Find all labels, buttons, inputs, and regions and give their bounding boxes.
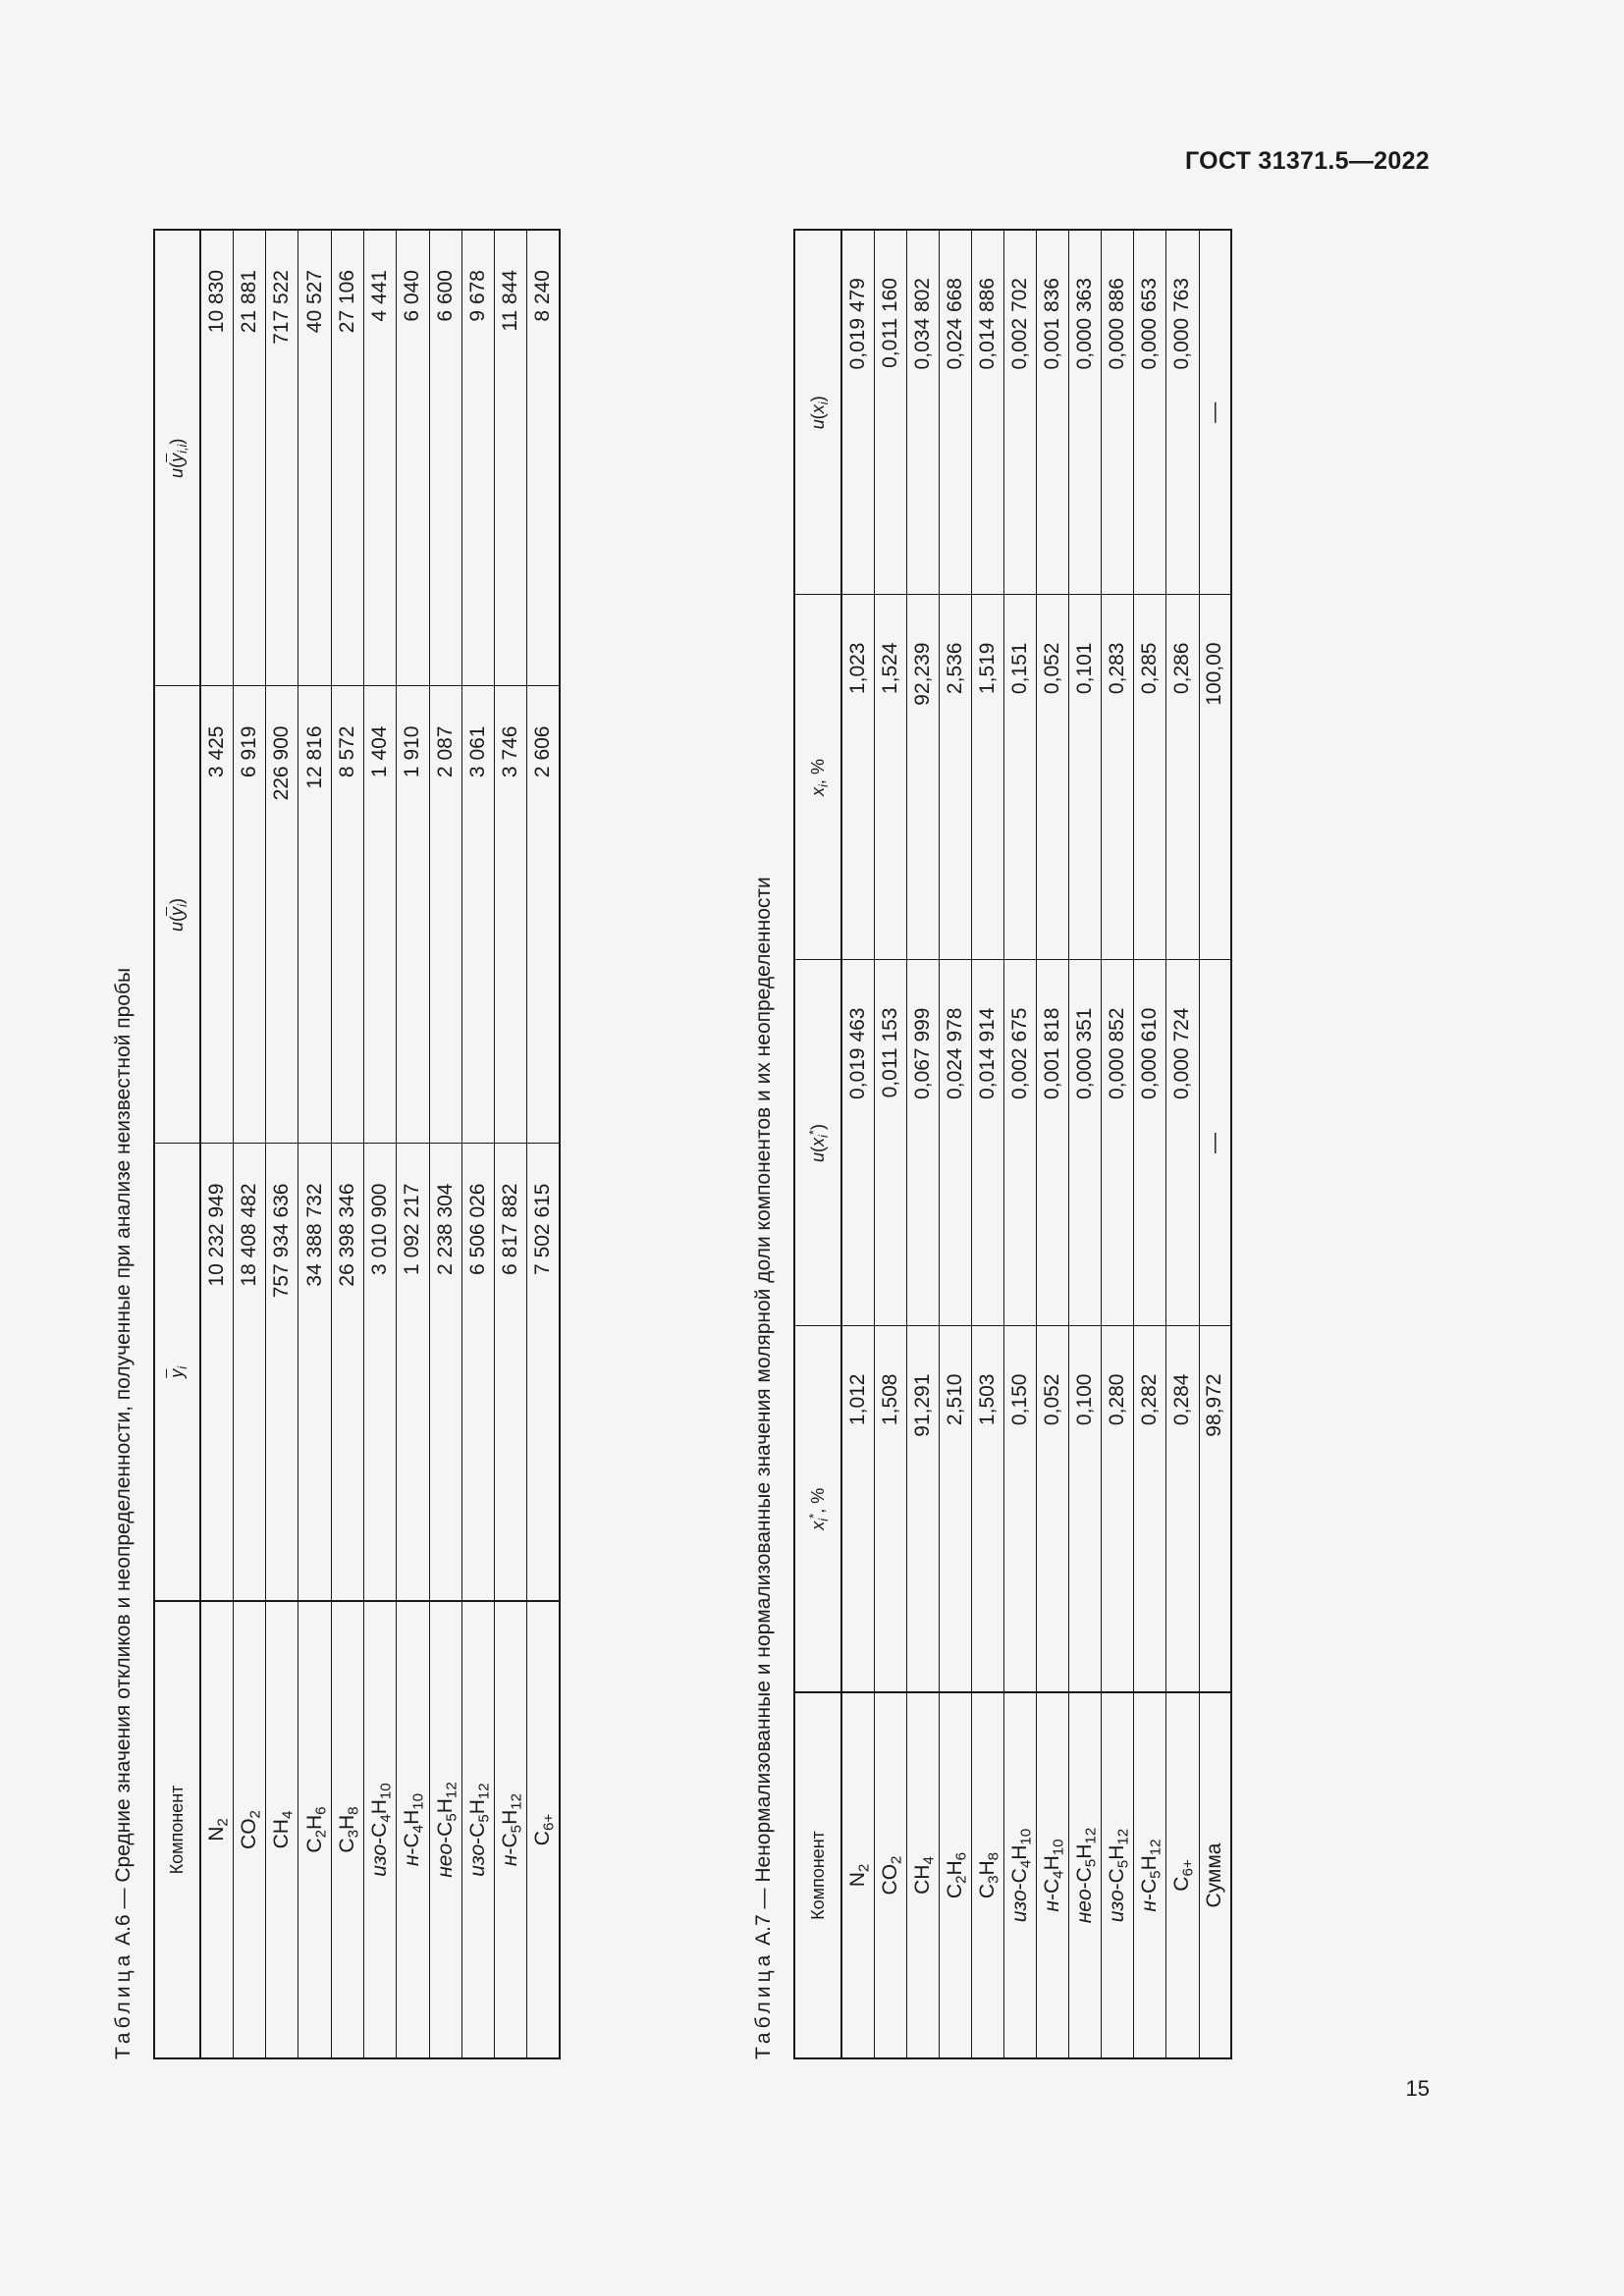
table-a7-cell-x: 92,239 [906, 595, 939, 960]
table-a6-cell-u-y: 3 061 [461, 686, 494, 1144]
table-a7-cell-x-star: 1,503 [971, 1326, 1003, 1692]
table-a6-cell-y: 2 238 304 [429, 1144, 461, 1601]
table-a6-cell-u-yii: 10 830 [200, 230, 233, 686]
table-a7-row [1069, 230, 1102, 2058]
table-a6-cell-u-yii: 4 441 [363, 230, 396, 686]
table-a6-cell-u-yii: 717 522 [266, 230, 298, 686]
table-a6-cell-component: изо-$C_5H_{12}$ [461, 1601, 494, 2058]
table-a7-cell-u-x: 0,002 702 [1003, 230, 1036, 595]
table-a6-row [298, 230, 331, 2058]
table-a7-cell-x: 0,283 [1102, 595, 1134, 960]
table-a6-cell-component: $C_2H_6$ [298, 1601, 331, 2058]
table-a7-cell-u-x-star: 0,000 610 [1134, 960, 1166, 1326]
table-a7-header-u-x: $u(x_i)$ [794, 230, 841, 595]
table-a7-header-component: Компонент [794, 1692, 841, 2058]
table-a7-cell-component: изо-$C_5H_{12}$ [1102, 1692, 1134, 2058]
table-a7-row [1134, 230, 1166, 2058]
table-a6-cell-component: $C_3H_8$ [331, 1601, 363, 2058]
table-a6-cell-component: $н-C_4H_{10}$ [397, 1601, 429, 2058]
table-a7-cell-u-x-star: 0,002 675 [1003, 960, 1036, 1326]
table-a7-cell-component: $н-C_5H_{12}$ [1134, 1692, 1166, 2058]
table-a7-cell-u-x: 0,019 479 [841, 230, 874, 595]
table-a6-cell-u-yii: 21 881 [233, 230, 265, 686]
table-a7-row [1102, 230, 1134, 2058]
table-a7-row [939, 230, 971, 2058]
table-a7-cell-x: 1,023 [841, 595, 874, 960]
table-a7-cell-u-x: 0,001 836 [1037, 230, 1069, 595]
table-a6-cell-u-y: 8 572 [331, 686, 363, 1144]
table-a6-row [461, 230, 494, 2058]
table-a7-cell-x-star: 98,972 [1199, 1326, 1231, 1692]
table-a7-cell-x-star: 1,012 [841, 1326, 874, 1692]
table-a6-cell-u-y: 12 816 [298, 686, 331, 1144]
table-a6-row [331, 230, 363, 2058]
table-a7-cell-x-star: 0,150 [1003, 1326, 1036, 1692]
table-a6-cell-u-y: 3 425 [200, 686, 233, 1144]
table-a6-row [363, 230, 396, 2058]
table-a7-cell-x-star: 0,284 [1166, 1326, 1199, 1692]
table-a6-cell-u-y: 226 900 [266, 686, 298, 1144]
table-a6-cell-component: нео-$C_5H_{12}$ [429, 1601, 461, 2058]
table-a6-caption-text: А.6 — Средние значения откликов и неопределенности, полученные при анализе неизвестной пробы [112, 967, 135, 1951]
table-a7-cell-u-x-star: 0,014 914 [971, 960, 1003, 1326]
table-a6-cell-u-y: 1 910 [397, 686, 429, 1144]
table-a7-cell-x-star: 0,100 [1069, 1326, 1102, 1692]
table-a6-cell-u-yii: 11 844 [495, 230, 527, 686]
table-a7-cell-component: нео-$C_5H_{12}$ [1069, 1692, 1102, 2058]
table-a6-row [200, 230, 233, 2058]
table-a7-cell-x: 0,052 [1037, 595, 1069, 960]
table-a7-cell-u-x: — [1199, 230, 1231, 595]
table-a6-cell-y: 6 817 882 [495, 1144, 527, 1601]
table-a7-cell-component: $CH_4$ [906, 1692, 939, 2058]
table-a7-caption-text: А.7 — Ненормализованные и нормализованные значения молярной доли компонентов и их неопределенности [752, 877, 775, 1951]
table-a7-cell-component: $N_2$ [841, 1692, 874, 2058]
table-a6-cell-u-y: 3 746 [495, 686, 527, 1144]
table-a7-row [1003, 230, 1036, 2058]
table-a7-cell-x: 1,519 [971, 595, 1003, 960]
table-a7-cell-u-x: 0,000 363 [1069, 230, 1102, 595]
table-a6-cell-y: 6 506 026 [461, 1144, 494, 1601]
table-a7 [793, 229, 1232, 2059]
table-a7-cell-u-x: 0,000 886 [1102, 230, 1134, 595]
table-a7-row [841, 230, 874, 2058]
table-a7-cell-component: $CO_2$ [874, 1692, 906, 2058]
table-a7-cell-x-star: 0,282 [1134, 1326, 1166, 1692]
table-a7-cell-u-x-star: 0,019 463 [841, 960, 874, 1326]
table-a6-cell-u-yii: 6 040 [397, 230, 429, 686]
table-a6-cell-u-y: 2 087 [429, 686, 461, 1144]
table-a6-cell-u-yii: 40 527 [298, 230, 331, 686]
table-a7-cell-u-x-star: 0,000 852 [1102, 960, 1134, 1326]
table-a6-header-component: Компонент [154, 1601, 200, 2058]
table-a6-row [233, 230, 265, 2058]
table-a7-cell-u-x-star: 0,067 999 [906, 960, 939, 1326]
table-a7-row [906, 230, 939, 2058]
table-a7-cell-component: $C_{6+}$ [1166, 1692, 1199, 2058]
table-a6-row [495, 230, 527, 2058]
table-a7-row [971, 230, 1003, 2058]
table-a7-cell-u-x: 0,000 763 [1166, 230, 1199, 595]
table-a7-cell-u-x: 0,000 653 [1134, 230, 1166, 595]
table-a6-cell-y: 10 232 949 [200, 1144, 233, 1601]
table-a7-cell-x-star: 91,291 [906, 1326, 939, 1692]
table-a6-cell-u-y: 2 606 [527, 686, 560, 1144]
table-a6-cell-component: $CH_4$ [266, 1601, 298, 2058]
table-a6-header-u-yii: $u(\overline{y}_{i,i})$ [154, 230, 200, 686]
table-a7-cell-component: Сумма [1199, 1692, 1231, 2058]
table-a7-row [1166, 230, 1199, 2058]
table-a7-cell-x-star: 0,280 [1102, 1326, 1134, 1692]
table-a7-cell-u-x-star: 0,001 818 [1037, 960, 1069, 1326]
table-a6-cell-u-yii: 27 106 [331, 230, 363, 686]
table-a6-cell-u-y: 6 919 [233, 686, 265, 1144]
table-a7-header-u-x-star: $u(x_i^*)$ [794, 960, 841, 1326]
table-a7-cell-component: $C_2H_6$ [939, 1692, 971, 2058]
table-a7-cell-u-x: 0,034 802 [906, 230, 939, 595]
table-a7-cell-component: изо-$C_4H_{10}$ [1003, 1692, 1036, 2058]
table-a6-cell-y: 18 408 482 [233, 1144, 265, 1601]
table-a6-cell-y: 1 092 217 [397, 1144, 429, 1601]
table-a6-cell-component: $C_{6+}$ [527, 1601, 560, 2058]
table-a6-cell-y: 7 502 615 [527, 1144, 560, 1601]
table-a7-row [1037, 230, 1069, 2058]
table-a7-cell-u-x-star: 0,000 724 [1166, 960, 1199, 1326]
table-a6-row [429, 230, 461, 2058]
table-a7-caption [750, 877, 778, 2059]
table-a7-row [1199, 230, 1231, 2058]
table-a7-cell-x: 2,536 [939, 595, 971, 960]
table-a7-cell-component: $н-C_4H_{10}$ [1037, 1692, 1069, 2058]
table-a6-cell-y: 3 010 900 [363, 1144, 396, 1601]
table-a6-header-y: $\overline{y}_i$ [154, 1144, 200, 1601]
table-a7-cell-x: 0,285 [1134, 595, 1166, 960]
table-a7-cell-u-x-star: 0,011 153 [874, 960, 906, 1326]
table-a7-cell-x-star: 2,510 [939, 1326, 971, 1692]
table-a7-header-x: $x_i$, % [794, 595, 841, 960]
table-a6-cell-y: 26 398 346 [331, 1144, 363, 1601]
table-a6-cell-u-y: 1 404 [363, 686, 396, 1144]
table-a6-cell-component: $CO_2$ [233, 1601, 265, 2058]
table-a7-cell-u-x-star: 0,000 351 [1069, 960, 1102, 1326]
table-a7-cell-x: 0,286 [1166, 595, 1199, 960]
table-a7-cell-component: $C_3H_8$ [971, 1692, 1003, 2058]
table-a7-cell-u-x-star: 0,024 978 [939, 960, 971, 1326]
table-a6-header-u-y: $u(\overline{y}_i)$ [154, 686, 200, 1144]
table-a6-cell-u-yii: 8 240 [527, 230, 560, 686]
table-a7-cell-u-x: 0,024 668 [939, 230, 971, 595]
table-a6-row [527, 230, 560, 2058]
table-a7-cell-x: 100,00 [1199, 595, 1231, 960]
table-a6-cell-component: $N_2$ [200, 1601, 233, 2058]
table-a7-cell-x: 0,101 [1069, 595, 1102, 960]
table-a7-caption-prefix: Таблица [752, 1950, 775, 2059]
table-a7-cell-u-x: 0,011 160 [874, 230, 906, 595]
table-a6-cell-u-yii: 6 600 [429, 230, 461, 686]
table-a6-cell-component: изо-$C_4H_{10}$ [363, 1601, 396, 2058]
table-a7-cell-x-star: 1,508 [874, 1326, 906, 1692]
table-a7-row [874, 230, 906, 2058]
table-a6-caption-prefix: Таблица [112, 1950, 135, 2059]
document-header: ГОСТ 31371.5—2022 [1184, 147, 1430, 175]
table-a6 [153, 229, 561, 2059]
table-a6-cell-component: $н-C_5H_{12}$ [495, 1601, 527, 2058]
table-a6-cell-y: 757 934 636 [266, 1144, 298, 1601]
table-a7-header-x-star: $x_i^*$, % [794, 1326, 841, 1692]
page-number: 15 [1405, 2076, 1430, 2101]
table-a7-cell-x: 0,151 [1003, 595, 1036, 960]
table-a6-row [397, 230, 429, 2058]
table-a6-cell-y: 34 388 732 [298, 1144, 331, 1601]
table-a6-caption [110, 968, 137, 2059]
table-a7-cell-x-star: 0,052 [1037, 1326, 1069, 1692]
table-a7-cell-x: 1,524 [874, 595, 906, 960]
table-a6-row [266, 230, 298, 2058]
table-a6-cell-u-yii: 9 678 [461, 230, 494, 686]
table-a7-cell-u-x: 0,014 886 [971, 230, 1003, 595]
table-a7-cell-u-x-star: — [1199, 960, 1231, 1326]
